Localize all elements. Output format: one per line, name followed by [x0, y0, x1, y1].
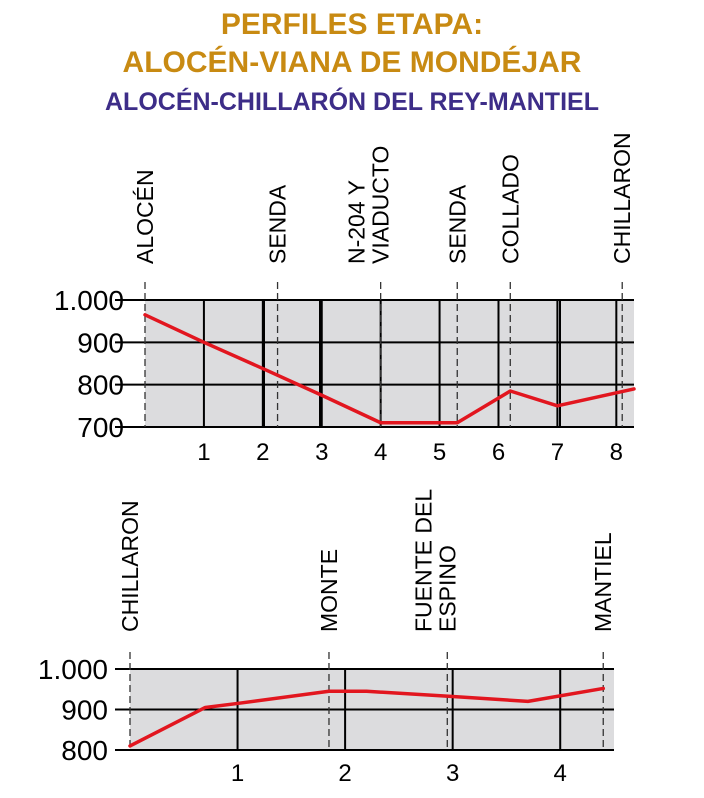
chart2-landmark-label: ESPINO — [434, 545, 461, 632]
subtitle: ALOCÉN-CHILLARÓN DEL REY-MANTIEL — [105, 88, 599, 116]
chart1-landmark-label: ALOCÉN — [132, 169, 158, 264]
chart2-x-tick-label: 2 — [338, 760, 352, 787]
chart1-x-tick-label: 7 — [550, 439, 565, 466]
chart1-x-tick-label: 8 — [609, 439, 624, 466]
chart1-landmark-label: N-204 Y — [343, 180, 370, 264]
chart1-x-tick-label: 1 — [197, 439, 211, 466]
chart1-x-tick-label: 3 — [315, 439, 329, 466]
chart2-y-tick-label: 900 — [61, 694, 108, 726]
chart1-landmark-label: COLLADO — [497, 154, 524, 264]
chart1-x-tick-label: 5 — [432, 439, 447, 466]
title-line-2: ALOCÉN-VIANA DE MONDÉJAR — [122, 46, 582, 79]
chart2-x-tick-label: 4 — [553, 760, 567, 787]
title-line-1: PERFILES ETAPA: — [220, 8, 484, 41]
chart2-y-tick-label: 1.000 — [37, 654, 108, 685]
chart1-x-tick-label: 2 — [256, 439, 270, 466]
chart2-landmark-label: FUENTE DEL — [410, 488, 437, 632]
chart2-landmark-label: MONTE — [315, 548, 342, 632]
chart1-y-tick-label: 800 — [77, 369, 124, 401]
chart2-y-tick-label: 800 — [61, 735, 108, 766]
chart2-landmark-label: CHILLARON — [117, 500, 143, 632]
chart1-y-tick-label: 700 — [77, 412, 124, 443]
chart1-landmark-label: CHILLARON — [609, 132, 636, 264]
chart1-y-tick-label: 900 — [77, 327, 124, 359]
chart1-y-tick-label: 1.000 — [53, 285, 124, 316]
chart2-x-tick-label: 1 — [230, 760, 245, 787]
chart1-x-tick-label: 6 — [491, 439, 506, 466]
chart1-landmark-label: VIADUCTO — [367, 145, 394, 264]
chart2-landmark-label: MANTIEL — [590, 532, 617, 632]
chart1-landmark-label: SENDA — [444, 184, 471, 264]
chart2-x-tick-label: 3 — [445, 760, 460, 787]
chart1-x-tick-label: 4 — [373, 439, 388, 466]
chart1-landmark-label: SENDA — [264, 184, 291, 264]
